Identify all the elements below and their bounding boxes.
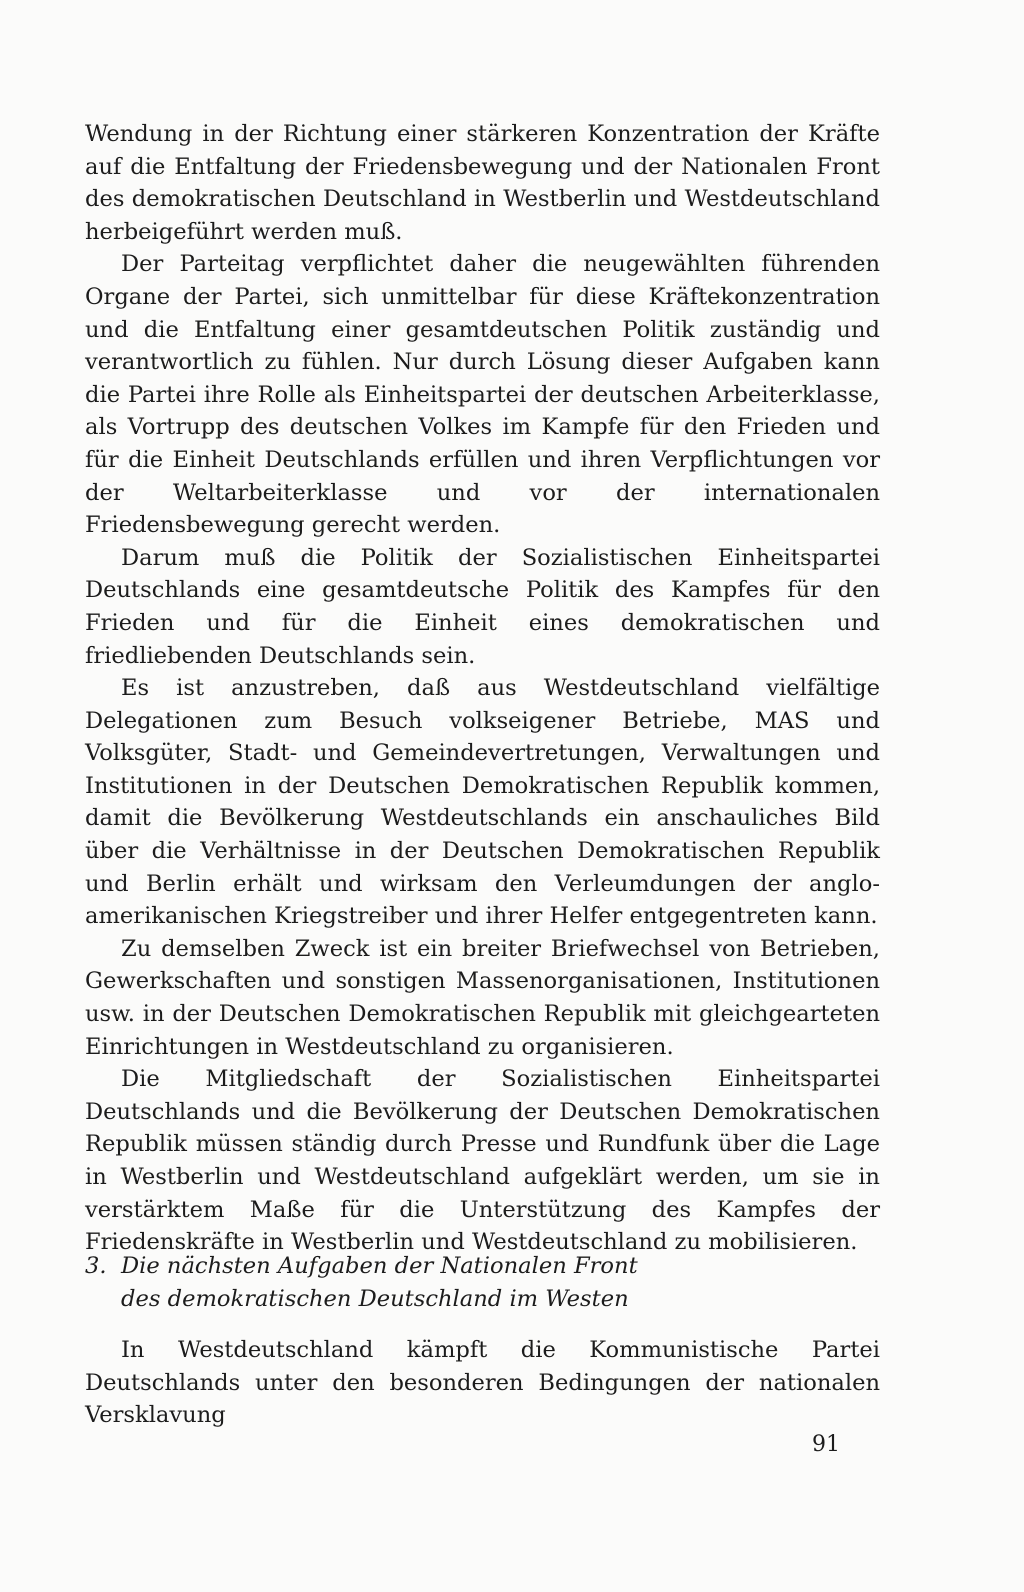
paragraph: Darum muß die Politik der Sozialistischen Einheitspartei Deutschlands eine gesamtdeutsche Politik des Kampfes für den Frieden und für die Einheit eines demokratischen und friedliebenden Deutschlands sein. [85,544,880,669]
page-number: 91 [812,1432,840,1457]
body-text [85,118,880,1259]
section-title-line2: des demokratischen Deutschland im Westen [121,1285,629,1312]
paragraph: Es ist anzustreben, daß aus Westdeutschland vielfältige Delegationen zum Besuch volkseigener Betriebe, MAS und Volksgüter, Stadt- und Gemeindevertretungen, Verwaltungen und Institutionen in der Deutschen Demokratischen Republik kommen, damit die Bevölkerung Westdeutschlands ein anschauliches Bild über die Verhältnisse in der Deutschen Demokratischen Republik und Berlin erhält und wirksam den Verleumdungen der anglo-amerikanischen Kriegstreiber und ihrer Helfer entgegentreten kann. [85,675,880,930]
closing-text [85,1334,880,1432]
paragraph: Der Parteitag verpflichtet daher die neugewählten führenden Organe der Partei, sich unmittelbar für diese Kräftekonzentration und die Entfaltung einer gesamtdeutschen Politik zuständig und verantwortlich zu fühlen. Nur durch Lösung dieser Aufgaben kann die Partei ihre Rolle als Einheitspartei der deutschen Arbeiterklasse, als Vortrupp des deutschen Volkes im Kampfe für den Frieden und für die Einheit Deutschlands erfüllen und ihren Verpflichtungen vor der Weltarbeiterklasse und vor der internationalen Friedensbewegung gerecht werden. [85,251,880,539]
paragraph: Die Mitgliedschaft der Sozialistischen Einheitspartei Deutschlands und die Bevölkerung der Deutschen Demokratischen Republik müssen ständig durch Presse und Rundfunk über die Lage in Westberlin und Westdeutschland aufgeklärt werden, um sie in verstärktem Maße für die Unterstützung des Kampfes der Friedenskräfte in Westberlin und Westdeutschland zu mobilisieren. [85,1066,880,1256]
paragraph: In Westdeutschland kämpft die Kommunistische Partei Deutschlands unter den besonderen Bedingungen der nationalen Versklavung [85,1337,880,1429]
section-heading-line1 [85,1250,880,1283]
paragraph: Zu demselben Zweck ist ein breiter Briefwechsel von Betrieben, Gewerkschaften und sonstigen Massenorganisationen, Institutionen usw. in der Deutschen Demokratischen Republik mit gleichgearteten Einrichtungen in Westdeutschland zu organisieren. [85,935,880,1060]
section-title-line1: Die nächsten Aufgaben der Nationalen Front [121,1253,638,1279]
section-heading [85,1250,880,1315]
paragraph: Wendung in der Richtung einer stärkeren Konzentration der Kräfte auf die Entfaltung der Friedensbewegung und der Nationalen Front des demokratischen Deutschland in Westberlin und Westdeutschland herbeigeführt werden muß. [85,121,880,245]
section-number: 3. [85,1253,107,1279]
